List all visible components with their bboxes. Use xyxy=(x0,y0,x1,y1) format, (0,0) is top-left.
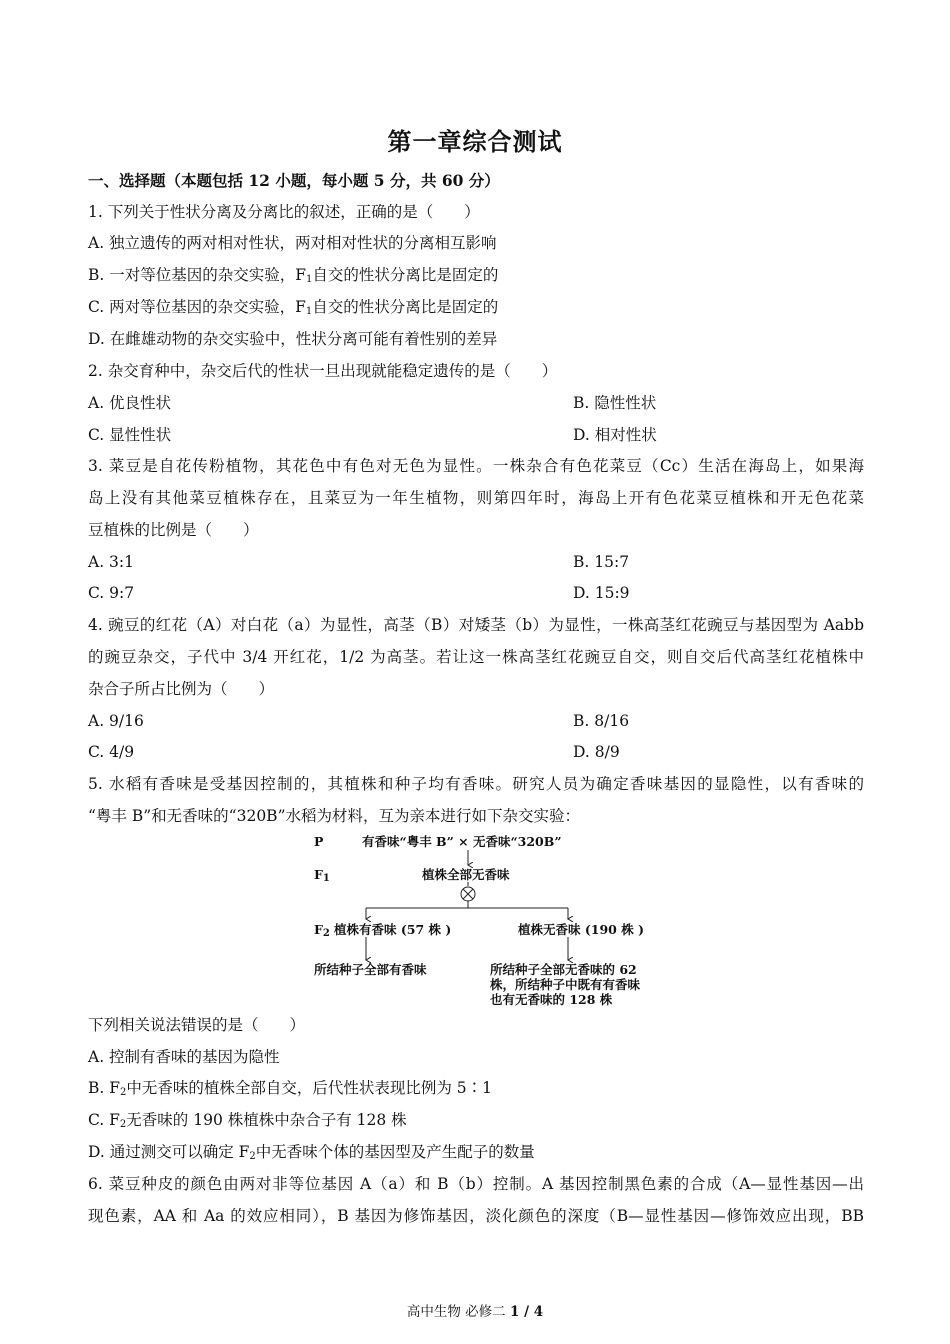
question-1-option-d: D. 在雌雄动物的杂交实验中，性状分离可能有着性别的差异 xyxy=(88,330,498,348)
f2-right-text: 植株无香味 (190 株 ) xyxy=(518,922,644,937)
page-footer xyxy=(0,1300,950,1320)
question-4-line-1: 4. 豌豆的红花（A）对白花（a）为显性，高茎（B）对矮茎（b）为显性，一株高茎红花豌豆与基因型为 Aabb xyxy=(88,616,864,634)
question-3-option-a: A. 3:1 xyxy=(88,553,134,571)
question-3-line-1: 3. 菜豆是自花传粉植物，其花色中有色对无色为显性。一株杂合有色花菜豆（Cc）生活在海岛上，如果海 xyxy=(88,457,864,475)
question-2-stem: 2. 杂交育种中，杂交后代的性状一旦出现就能稳定遗传的是（ ） xyxy=(88,362,558,380)
question-4-option-c: C. 4/9 xyxy=(88,743,135,761)
page-title: 第一章综合测试 xyxy=(387,127,563,156)
question-3-option-d: D. 15:9 xyxy=(573,584,630,602)
question-2-option-b: B. 隐性性状 xyxy=(573,394,657,412)
question-2-option-d: D. 相对性状 xyxy=(573,426,657,444)
generation-label-f1: $F_1$ xyxy=(314,867,330,884)
f1-text: 植株全部无香味 xyxy=(422,867,510,882)
question-3-line-3: 豆植株的比例是（ ） xyxy=(88,521,259,539)
question-5-option-c: C. $F_2$无香味的 190 株植株中杂合子有 128 株 xyxy=(88,1111,407,1130)
question-5-stem: 下列相关说法错误的是（ ） xyxy=(88,1016,306,1034)
right-result-text: 所结种子全部无香味的 62 株，所结种子中既有有香味也有无香味的 128 株 xyxy=(490,962,641,1007)
question-5-option-d: D. 通过测交可以确定 $F_2$中无香味个体的基因型及产生配子的数量 xyxy=(88,1143,535,1162)
question-4-line-3: 杂合子所占比例为（ ） xyxy=(88,680,275,698)
section-heading: 一、选择题（本题包括 12 小题，每小题 5 分，共 60 分） xyxy=(88,171,500,190)
question-4-option-a: A. 9/16 xyxy=(88,712,144,730)
page-number: 1 / 4 xyxy=(509,1304,544,1320)
question-1-option-a: A. 独立遗传的两对相对性状，两对相对性状的分离相互影响 xyxy=(88,234,497,252)
question-4-line-2: 的豌豆杂交，子代中 3/4 开红花，1/2 为高茎。若让这一株高茎红花豌豆自交，则自交后代高茎红花植株中 xyxy=(88,648,864,666)
question-2-option-c: C. 显性性状 xyxy=(88,426,172,444)
generation-label-p: P xyxy=(314,834,324,849)
question-5-line-1: 5. 水稻有香味是受基因控制的，其植株和种子均有香味。研究人员为确定香味基因的显隐性，以有香味的 xyxy=(88,775,864,793)
question-3-option-c: C. 9:7 xyxy=(88,584,135,602)
question-4-option-d: D. 8/9 xyxy=(573,743,620,761)
question-6-line-2: 现色素，AA 和 Aa 的效应相同），B 基因为修饰基因，淡化颜色的深度（B—显性基因—修饰效应出现，BB xyxy=(88,1207,864,1225)
generation-label-f2: $F_2$ xyxy=(314,922,330,939)
parents-text: 有香味“粤丰 B” × 无香味“320B” xyxy=(362,834,562,849)
cross-diagram xyxy=(300,828,660,1010)
question-5-line-2: “粤丰 B”和无香味的“320B”水稻为材料，互为亲本进行如下杂交实验： xyxy=(88,807,580,825)
question-3-line-2: 岛上没有其他菜豆植株存在，且菜豆为一年生植物，则第四年时，海岛上开有色花菜豆植株和开无色花菜 xyxy=(88,489,864,507)
footer-subject: 高中生物 必修二 xyxy=(406,1304,510,1320)
question-1-option-b: B. 一对等位基因的杂交实验，$F_1$自交的性状分离比是固定的 xyxy=(88,266,499,285)
question-2-option-a: A. 优良性状 xyxy=(88,394,172,412)
question-5-option-b: B. $F_2$中无香味的植株全部自交，后代性状表现比例为 5∶1 xyxy=(88,1079,493,1098)
question-4-option-b: B. 8/16 xyxy=(573,712,630,730)
left-result-text: 所结种子全部有香味 xyxy=(314,962,427,977)
question-3-option-b: B. 15:7 xyxy=(573,553,630,571)
question-5-option-a: A. 控制有香味的基因为隐性 xyxy=(88,1048,280,1066)
f2-left-text: 植株有香味 (57 株 ) xyxy=(334,922,452,937)
question-6-line-1: 6. 菜豆种皮的颜色由两对非等位基因 A（a）和 B（b）控制。A 基因控制黑色素的合成（A—显性基因—出 xyxy=(88,1175,864,1193)
question-1-option-c: C. 两对等位基因的杂交实验，$F_1$自交的性状分离比是固定的 xyxy=(88,298,499,317)
question-1-stem: 1. 下列关于性状分离及分离比的叙述，正确的是（ ） xyxy=(88,203,480,221)
